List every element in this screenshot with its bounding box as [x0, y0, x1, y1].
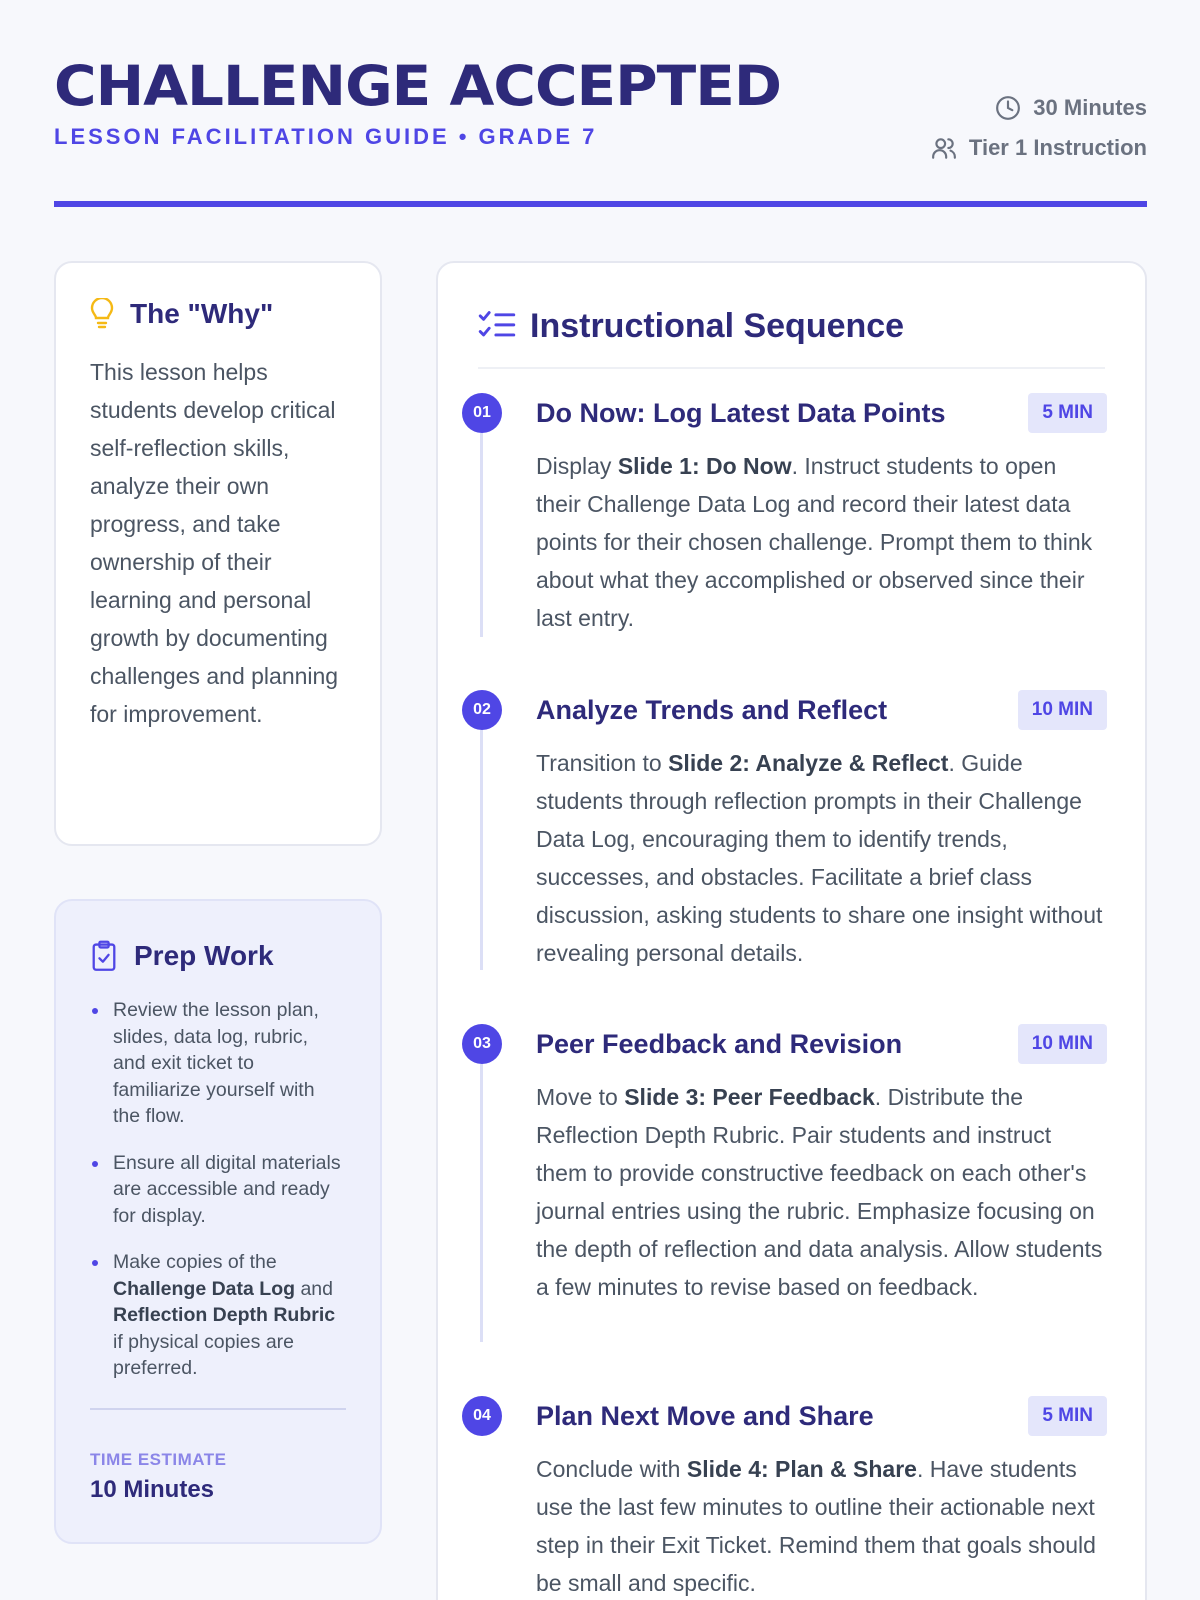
lightbulb-icon: [90, 298, 114, 330]
page-title: CHALLENGE ACCEPTED: [54, 53, 781, 119]
tier-row: [931, 128, 1147, 168]
time-estimate-value: 10 Minutes: [90, 1475, 215, 1503]
step-number: 02: [462, 690, 502, 730]
step-connector: [480, 730, 483, 970]
step-number: 03: [462, 1024, 502, 1064]
prep-card: [54, 899, 382, 1544]
step-duration-badge: 10 MIN: [1018, 1024, 1107, 1064]
step-title: Peer Feedback and Revision: [536, 1029, 903, 1059]
step-description: Conclude with Slide 4: Plan & Share. Have students use the last few minutes to outline their actionable next step in their Exit Ticket. Remind them that goals should be small and specific.: [536, 1456, 1096, 1596]
prep-list: [90, 997, 346, 1382]
step-duration-badge: 10 MIN: [1018, 690, 1107, 730]
step-duration-badge: 5 MIN: [1028, 393, 1107, 433]
step-number: 01: [462, 393, 502, 433]
why-title: The "Why": [130, 298, 274, 329]
step-number: 04: [462, 1396, 502, 1436]
tier-text: Tier 1 Instruction: [968, 135, 1147, 160]
step-description: Move to Slide 3: Peer Feedback. Distribute the Reflection Depth Rubric. Pair students and instruct them to provide constructive feedback on each other's journal entries using the rubric. Emphasize focusing on the depth of reflection and data analysis. Allow students a few minutes to revise based on feedback.: [536, 1084, 1103, 1300]
list-check-icon: [478, 309, 516, 343]
page-header: [54, 52, 1147, 207]
why-title-row: [90, 295, 346, 333]
prep-title-row: [90, 937, 346, 975]
duration-text: 30 Minutes: [1033, 95, 1147, 120]
why-card: [54, 261, 382, 846]
clock-icon: [995, 95, 1021, 121]
step-title: Analyze Trends and Reflect: [536, 695, 888, 725]
sequence-title: Instructional Sequence: [530, 306, 905, 345]
sequence-divider: [478, 367, 1105, 369]
sequence-title-row: [478, 301, 1105, 351]
step-connector: [480, 433, 483, 637]
why-text: This lesson helps students develop critical self-reflection skills, analyze their own progress, and take ownership of their learning and personal growth by documenting challenges and planning for improvement.: [90, 359, 339, 727]
users-icon: [931, 135, 957, 161]
prep-item: Make copies of the Challenge Data Log and Reflection Depth Rubric if physical copies are preferred.: [90, 1249, 346, 1382]
duration-row: [931, 88, 1147, 128]
time-estimate-label: TIME ESTIMATE: [90, 1449, 227, 1469]
lesson-meta: [931, 88, 1147, 168]
prep-item: Review the lesson plan, slides, data log, rubric, and exit ticket to familiarize yourself with the flow.: [90, 997, 346, 1130]
prep-title: Prep Work: [134, 940, 274, 971]
step-connector: [480, 1064, 483, 1342]
step-duration-badge: 5 MIN: [1028, 1396, 1107, 1436]
sequence-card: [436, 261, 1147, 1600]
page-subtitle: LESSON FACILITATION GUIDE • GRADE 7: [54, 124, 598, 149]
prep-divider: [90, 1408, 346, 1410]
step-title: Do Now: Log Latest Data Points: [536, 398, 946, 428]
prep-item: Ensure all digital materials are accessible and ready for display.: [90, 1150, 346, 1230]
clipboard-check-icon: [90, 940, 118, 972]
step-title: Plan Next Move and Share: [536, 1401, 874, 1431]
step-description: Display Slide 1: Do Now. Instruct students to open their Challenge Data Log and record their latest data points for their chosen challenge. Prompt them to think about what they accomplished or observed since their last entry.: [536, 453, 1093, 631]
step-description: Transition to Slide 2: Analyze & Reflect. Guide students through reflection prompts in their Challenge Data Log, encouraging them to identify trends, successes, and obstacles. Facilitate a brief class discussion, asking students to share one insight without revealing personal details.: [536, 750, 1103, 966]
